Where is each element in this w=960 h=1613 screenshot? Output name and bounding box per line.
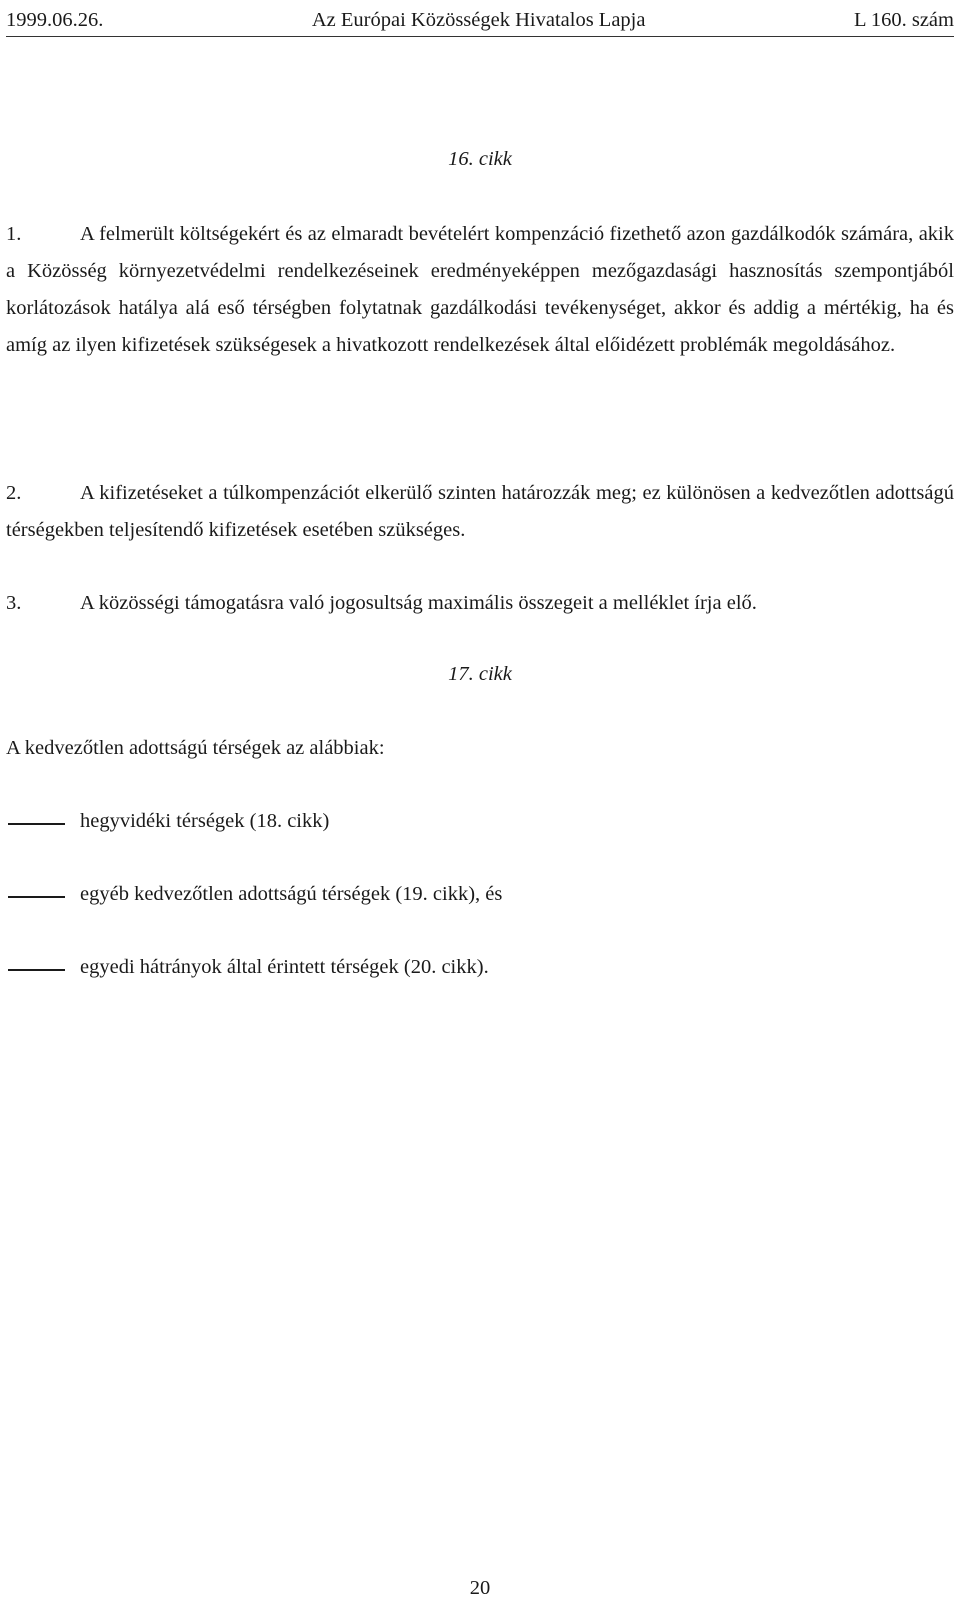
- header-date: 1999.06.26.: [6, 9, 104, 31]
- article-16-paragraph-3: [6, 585, 954, 622]
- article-16-paragraph-2: [6, 475, 954, 549]
- paragraph-number: 3.: [6, 592, 22, 614]
- paragraph-number: 1.: [6, 223, 22, 245]
- paragraph-number: 2.: [6, 482, 22, 504]
- paragraph-text: A felmerült költségekért és az elmaradt bevételért kompenzáció fizethető azon gazdálkodók számára, akik a Közösség környezetvédelmi rendelkezéseinek eredményeképpen mezőgazdasági hasznosítás szempontjából korlátozások hatálya alá eső térségben folytatnak gazdálkodási tevékenységet, akkor és addig a mértékig, ha és amíg az ilyen kifizetések szükségesek a hivatkozott rendelkezések által előidézett problémák megoldásához.: [6, 223, 954, 356]
- em-dash-bullet: [8, 883, 65, 913]
- list-item-text: hegyvidéki térségek (18. cikk): [80, 810, 330, 832]
- article-17-title: 17. cikk: [448, 663, 512, 685]
- em-dash-bullet: [8, 810, 65, 840]
- article-16-title: 16. cikk: [448, 148, 512, 170]
- list-item-text: egyedi hátrányok által érintett térségek (20. cikk).: [80, 956, 489, 978]
- paragraph-text: A közösségi támogatásra való jogosultság maximális összegeit a melléklet írja elő.: [80, 592, 757, 614]
- list-item: [6, 883, 954, 913]
- page-number: 20: [469, 1577, 491, 1599]
- em-dash-bullet: [8, 956, 65, 986]
- article-16-paragraph-1: [6, 216, 954, 364]
- article-17-intro: A kedvezőtlen adottságú térségek az alábbiak:: [6, 737, 385, 759]
- list-item: [6, 956, 954, 986]
- list-item: [6, 810, 954, 840]
- header-issue-number: L 160. szám: [853, 9, 954, 31]
- paragraph-text: A kifizetéseket a túlkompenzációt elkerülő szinten határozzák meg; ez különösen a kedvezőtlen adottságú térségekben teljesítendő kifizetések esetében szükséges.: [6, 482, 954, 541]
- list-item-text: egyéb kedvezőtlen adottságú térségek (19. cikk), és: [80, 883, 503, 905]
- page-header: [6, 8, 954, 37]
- header-journal-title: Az Európai Közösségek Hivatalos Lapja: [311, 9, 646, 31]
